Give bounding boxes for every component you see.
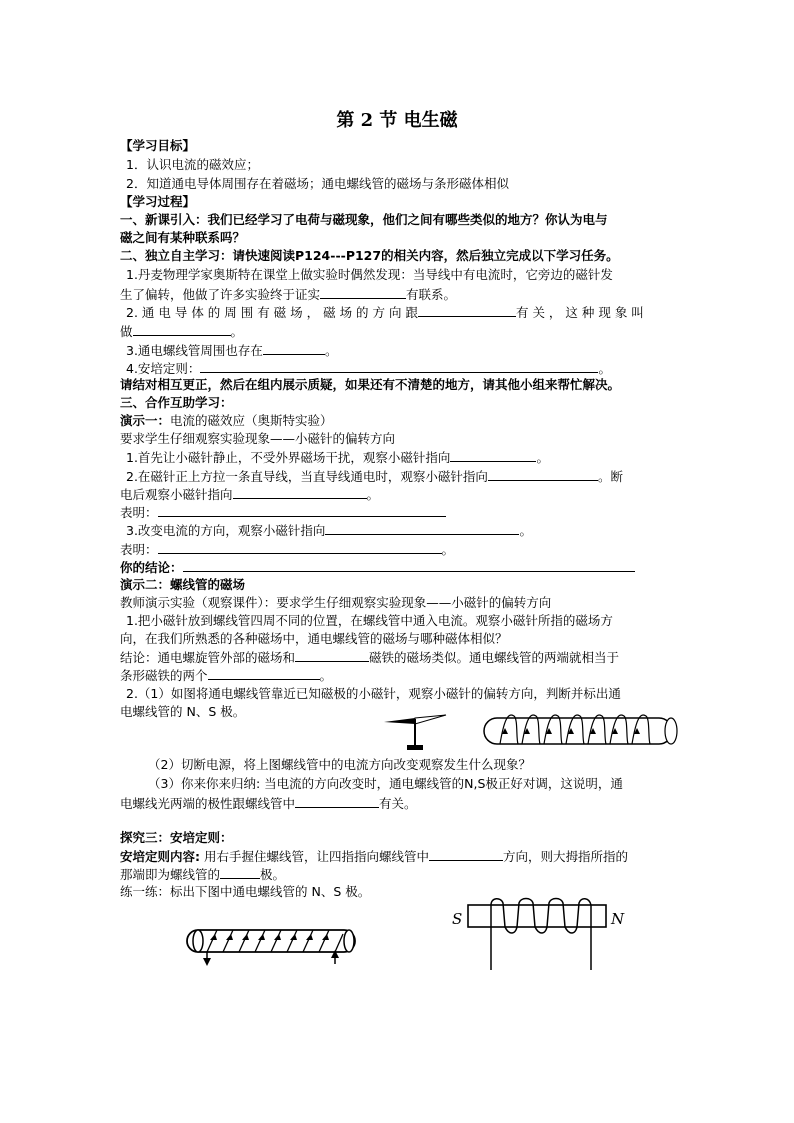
demo1-show-2: 表明： 。	[120, 542, 455, 557]
demo1-show-1-blank[interactable]	[158, 503, 446, 517]
label-n: N	[611, 910, 625, 928]
q4-blank[interactable]	[200, 359, 598, 373]
practice-instruction: 练一练：标出下图中通电螺线管的 N、S 极。	[120, 884, 371, 899]
demo2-q2-sub3-line-1: （3）你来你来归纳: 当电流的方向改变时，通电螺线管的N,S极正好对调，这说明，通	[148, 776, 623, 791]
demo1-q1-blank[interactable]	[450, 448, 536, 462]
demo2-heading: 演示二：螺线管的磁场	[120, 577, 246, 592]
q1-blank[interactable]	[320, 285, 406, 299]
q2-blank-1[interactable]	[418, 303, 516, 317]
coop-heading: 三、合作互助学习：	[120, 395, 233, 410]
goal-1: 1．认识电流的磁效应；	[126, 157, 259, 172]
q1-line-2: 生了偏转，他做了许多实验终于证实 有联系。	[120, 287, 457, 302]
conclusion-blank[interactable]	[183, 558, 635, 572]
demo2-q2-sub3-blank[interactable]	[295, 794, 379, 808]
demo1-q2-blank-1[interactable]	[488, 467, 598, 481]
demo2-q1-line-2: 向，在我们所熟悉的各种磁场中，通电螺线管的磁场与哪种磁体相似？	[120, 631, 508, 646]
q2-line-1: 2. 通 电 导 体 的 周 围 有 磁 场 ， 磁 场 的 方 向 跟 有 关 ， 这 种 现 象 叫	[126, 305, 644, 320]
demo1-q1: 1.首先让小磁针静止，不受外界磁场干扰，观察小磁针指向 。	[126, 450, 549, 465]
demo1-q2-blank-2[interactable]	[233, 485, 367, 499]
demo1-requirement: 要求学生仔细观察实验现象——小磁针的偏转方向	[120, 431, 396, 446]
rule-blank-1[interactable]	[429, 847, 503, 861]
goal-2: 2．知道通电导体周围存在着磁场；通电螺线管的磁场与条形磁体相似	[126, 176, 509, 191]
q2-blank-2[interactable]	[133, 322, 231, 336]
goals-heading: 【学习目标】	[120, 138, 196, 153]
intro-line-1: 一、新课引入：我们已经学习了电荷与磁现象，他们之间有哪些类似的地方？你认为电与	[120, 212, 608, 227]
demo2-conclusion-line-2: 条形磁铁的两个 。	[120, 668, 333, 683]
rule-line-1: 安培定则内容: 用右手握住螺线管，让四指指向螺线管中 方向，则大拇指所指的	[120, 849, 628, 864]
demo1-heading: 演示一：电流的磁效应（奥斯特实验）	[120, 413, 333, 428]
intro-line-2: 磁之间有某种联系吗？	[120, 230, 246, 245]
demo2-conclusion-blank-2[interactable]	[208, 666, 320, 680]
demo1-q3: 3.改变电流的方向，观察小磁针指向 。	[126, 523, 532, 538]
label-s: S	[452, 910, 463, 928]
demo2-conclusion-blank-1[interactable]	[295, 648, 369, 662]
demo2-q2-line-1: 2.（1）如图将通电螺线管靠近已知磁极的小磁针，观察小磁针的偏转方向，判断并标出通	[126, 686, 621, 701]
q2-line-2: 做 。	[120, 324, 244, 339]
demo2-conclusion-line-1: 结论：通电螺旋管外部的磁场和 磁铁的磁场类似。通电螺线管的两端就相当于	[120, 650, 620, 665]
process-heading: 【学习过程】	[120, 194, 196, 209]
page-title: 第 2 节 电生磁	[336, 110, 458, 131]
demo1-q2-line-2: 电后观察小磁针指向 。	[120, 487, 380, 502]
solenoid-figure-2	[183, 920, 363, 966]
demo1-q2-line-1: 2.在磁针正上方拉一条直导线，当直导线通电时，观察小磁针指向 。断	[126, 469, 623, 484]
rule-line-2: 那端即为螺线管的 极。	[120, 867, 286, 882]
pair-note: 请结对相互更正，然后在组内展示质疑，如果还有不清楚的地方，请其他小组来帮忙解决。	[120, 377, 621, 392]
demo1-q3-blank[interactable]	[325, 521, 519, 535]
solenoid-figure-1	[478, 710, 683, 750]
demo2-q1-line-1: 1.把小磁针放到螺线管四周不同的位置，在螺线管中通入电流。观察小磁针所指的磁场方	[126, 613, 613, 628]
demo2-q2-line-2: 电螺线管的 N、S 极。	[120, 704, 246, 719]
explore3-heading: 探究三：安培定则：	[120, 830, 233, 845]
compass-needle-figure	[380, 705, 450, 755]
q3-line: 3.通电螺线管周围也存在 。	[126, 343, 338, 358]
solenoid-figure-3	[465, 895, 610, 971]
demo2-q2-sub3-line-2: 电螺线光两端的极性跟螺线管中 有关。	[120, 796, 417, 811]
demo2-requirement: 教师演示实验（观察课件）：要求学生仔细观察实验现象——小磁针的偏转方向	[120, 595, 552, 610]
demo1-show-2-blank[interactable]	[158, 540, 442, 554]
demo1-show-1: 表明：	[120, 503, 446, 522]
rule-blank-2[interactable]	[220, 865, 260, 879]
q3-blank[interactable]	[263, 341, 325, 355]
q1-line-1: 1.丹麦物理学家奥斯特在课堂上做实验时偶然发现：当导线中有电流时，它旁边的磁针发	[126, 267, 613, 282]
your-conclusion: 你的结论：	[120, 558, 635, 577]
self-study-heading: 二、独立自主学习：请快速阅读P124---P127的相关内容，然后独立完成以下学习任务。	[120, 248, 619, 263]
q4-line: 4.安培定则： 。	[126, 361, 611, 376]
demo2-q2-sub2: （2）切断电源，将上图螺线管中的电流方向改变观察发生什么现象？	[148, 757, 531, 772]
